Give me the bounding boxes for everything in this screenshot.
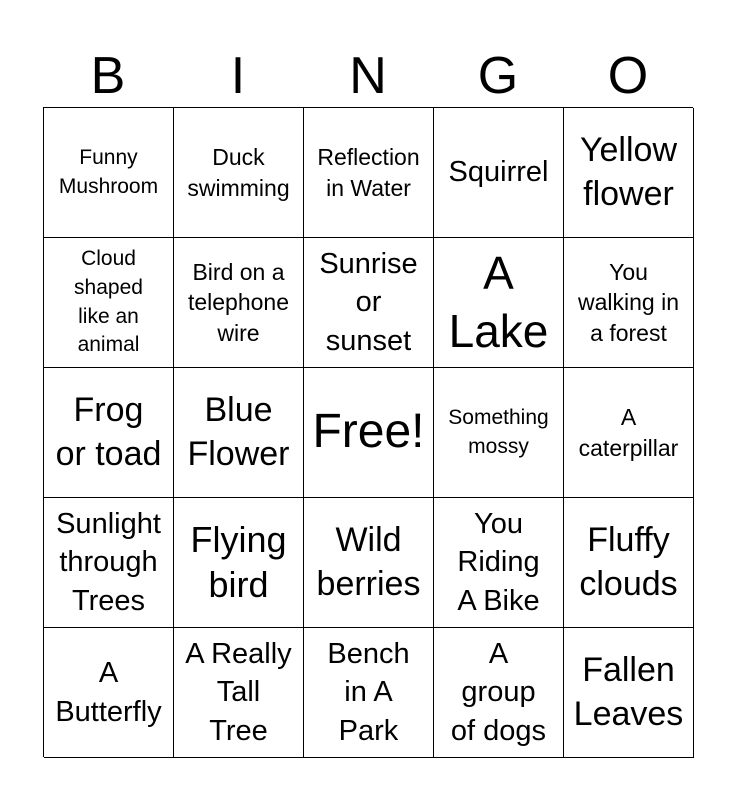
bingo-cell[interactable] xyxy=(564,238,694,368)
cell-label: Duck swimming xyxy=(187,144,290,201)
cell-label: Cloud shaped like an animal xyxy=(74,247,143,357)
bingo-cell[interactable] xyxy=(434,498,564,628)
header-letter-i: I xyxy=(230,47,246,105)
cell-label: Reflection in Water xyxy=(317,144,420,201)
bingo-cell[interactable] xyxy=(304,628,434,758)
bingo-header xyxy=(43,46,693,106)
cell-label: Bench in A Park xyxy=(327,638,410,747)
bingo-cell[interactable] xyxy=(174,238,304,368)
cell-label: Sunrise or sunset xyxy=(319,248,418,357)
header-letter-g: G xyxy=(477,47,519,105)
bingo-cell[interactable] xyxy=(174,628,304,758)
bingo-cell[interactable] xyxy=(44,498,174,628)
bingo-cell[interactable] xyxy=(304,498,434,628)
bingo-cell[interactable] xyxy=(564,108,694,238)
cell-label: Squirrel xyxy=(448,156,549,189)
cell-label: You Riding A Bike xyxy=(457,508,540,617)
bingo-cell[interactable] xyxy=(564,498,694,628)
cell-label: A Really Tall Tree xyxy=(185,638,292,747)
bingo-board xyxy=(43,107,693,757)
cell-label: Flying bird xyxy=(190,518,287,605)
cell-label: Bird on a telephone wire xyxy=(187,258,290,346)
bingo-cell[interactable] xyxy=(174,368,304,498)
bingo-cell[interactable] xyxy=(174,108,304,238)
cell-label: A group of dogs xyxy=(450,638,547,747)
header-letter-o: O xyxy=(607,47,649,105)
cell-label: A Butterfly xyxy=(55,657,162,728)
cell-label: Frog or toad xyxy=(55,390,162,473)
cell-label: Funny Mushroom xyxy=(58,145,159,198)
cell-label: Blue Flower xyxy=(187,390,290,473)
cell-label: Fallen Leaves xyxy=(573,650,684,733)
cell-label: Yellow flower xyxy=(579,130,678,213)
header-letter-n: N xyxy=(349,47,387,105)
cell-label: Wild berries xyxy=(316,520,421,603)
free-space-label: Free! xyxy=(312,405,425,459)
bingo-cell[interactable] xyxy=(434,238,564,368)
bingo-cell[interactable] xyxy=(434,368,564,498)
bingo-cell[interactable] xyxy=(44,628,174,758)
cell-label: Fluffy clouds xyxy=(579,520,678,603)
cell-label: Something mossy xyxy=(448,405,549,458)
cell-label: A caterpillar xyxy=(578,404,679,461)
bingo-cell[interactable] xyxy=(564,628,694,758)
bingo-cell[interactable] xyxy=(44,238,174,368)
bingo-cell[interactable] xyxy=(434,628,564,758)
header-letter-b: B xyxy=(90,47,126,105)
bingo-cell[interactable] xyxy=(304,238,434,368)
free-space[interactable] xyxy=(304,368,434,498)
bingo-cell[interactable] xyxy=(434,108,564,238)
bingo-cell[interactable] xyxy=(564,368,694,498)
cell-label: Sunlight through Trees xyxy=(56,508,161,617)
bingo-cell[interactable] xyxy=(174,498,304,628)
bingo-cell[interactable] xyxy=(44,108,174,238)
bingo-cell[interactable] xyxy=(304,108,434,238)
bingo-cell[interactable] xyxy=(44,368,174,498)
cell-label: A Lake xyxy=(448,247,549,357)
cell-label: You walking in a forest xyxy=(578,258,679,346)
